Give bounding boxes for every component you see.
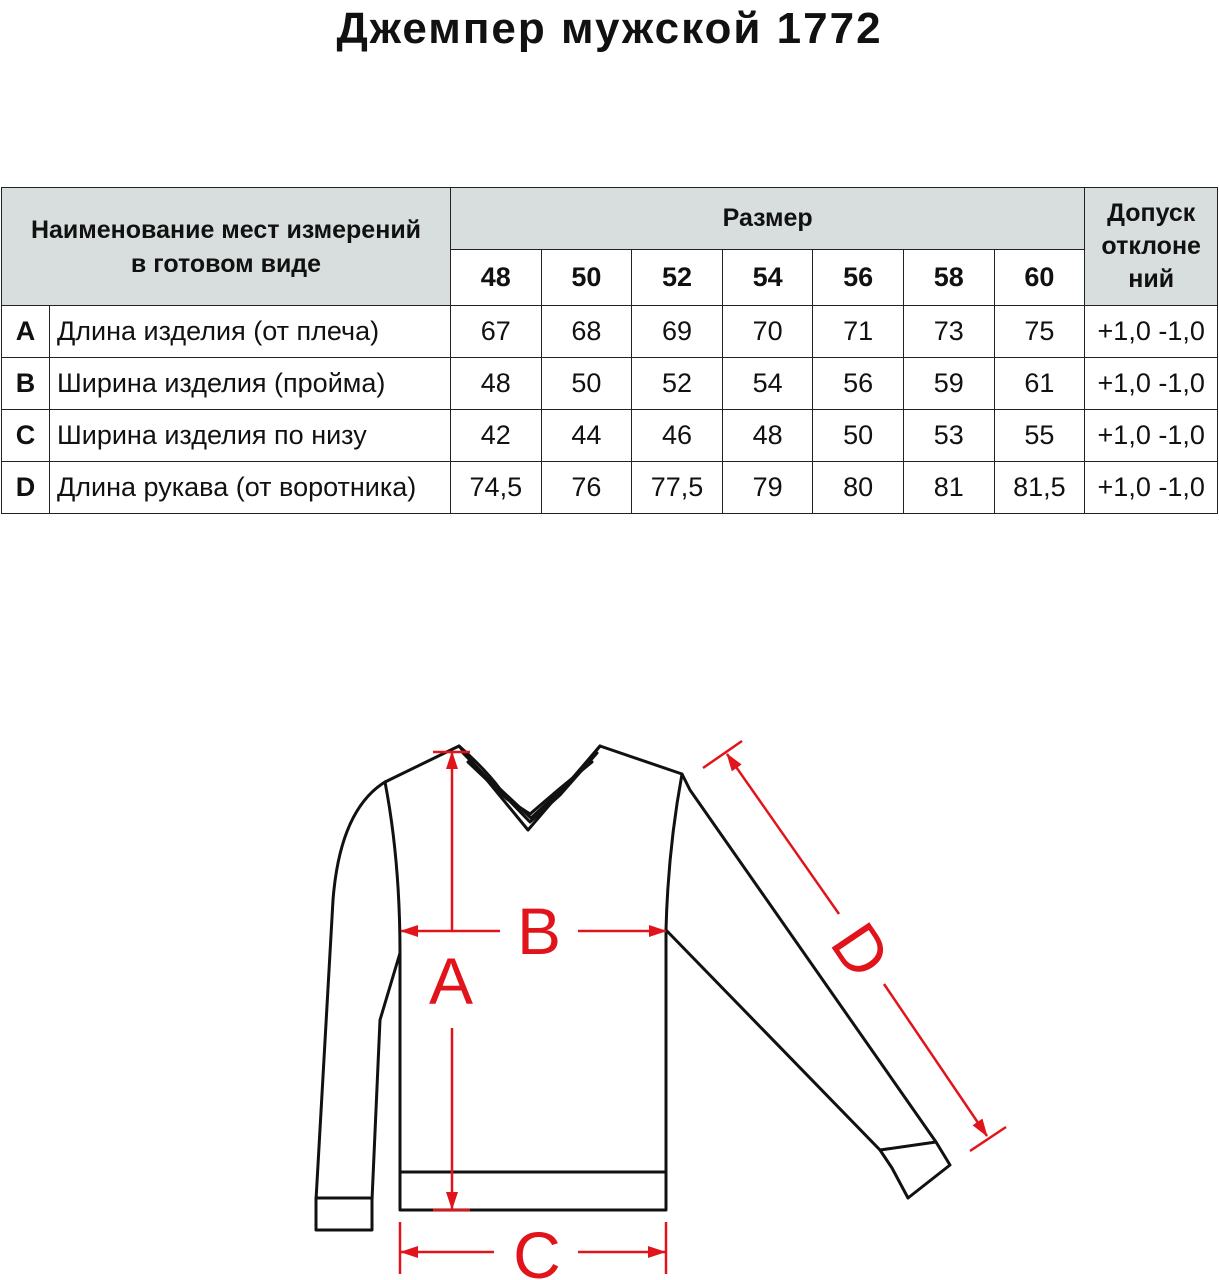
value-cell: 42 [451,410,542,462]
tolerance-cell: +1,0 -1,0 [1085,410,1218,462]
dimension-b-label: B [516,894,562,968]
value-cell: 55 [994,410,1085,462]
value-cell: 69 [632,306,723,358]
value-cell: 73 [903,306,994,358]
left-armhole-line [385,782,400,953]
value-cell: 48 [451,358,542,410]
collar-band-stripe [468,762,592,814]
value-cell: 54 [722,358,813,410]
tolerance-header-line-1: Допуск [1107,199,1196,227]
value-cell: 68 [541,306,632,358]
value-cell: 53 [903,410,994,462]
value-cell: 75 [994,306,1085,358]
tolerance-header-line-2: отклоне [1101,232,1201,260]
value-cell: 70 [722,306,813,358]
value-cell: 77,5 [632,462,723,514]
value-cell: 81 [903,462,994,514]
tolerance-header-line-3: ний [1128,265,1175,293]
right-cuff-line [880,1142,936,1150]
collar-band-outline [459,746,600,818]
value-cell: 44 [541,410,632,462]
row-letter: C [2,410,50,462]
value-cell: 50 [541,358,632,410]
dimension-d-label: D [816,909,906,991]
value-cell: 71 [813,306,904,358]
size-header: Размер [451,188,1085,250]
row-letter: A [2,306,50,358]
size-cell: 48 [451,250,542,306]
value-cell: 46 [632,410,723,462]
size-cell: 56 [813,250,904,306]
dimension-a-label: A [428,944,474,1018]
tolerance-cell: +1,0 -1,0 [1085,358,1218,410]
size-cell: 54 [722,250,813,306]
size-cell: 58 [903,250,994,306]
value-cell: 52 [632,358,723,410]
collar-band-inner [463,753,597,822]
value-cell: 80 [813,462,904,514]
row-letter: D [2,462,50,514]
tolerance-cell: +1,0 -1,0 [1085,306,1218,358]
dimension-d-arrow-lower [884,984,987,1136]
dimension-d-arrow-upper [727,754,839,914]
right-armhole-line [666,774,682,930]
size-cell: 60 [994,250,1085,306]
tolerance-cell: +1,0 -1,0 [1085,462,1218,514]
sweater-body-outline [316,746,950,1230]
value-cell: 79 [722,462,813,514]
row-measurement-name: Длина изделия (от плеча) [50,306,451,358]
row-measurement-name: Ширина изделия по низу [50,410,451,462]
dimension-d-tick-bottom [970,1127,1006,1151]
value-cell: 61 [994,358,1085,410]
value-cell: 76 [541,462,632,514]
value-cell: 48 [722,410,813,462]
value-cell: 67 [451,306,542,358]
measurement-name-header-line-1: Наименование мест измерений [30,215,422,244]
row-measurement-name: Длина рукава (от воротника) [50,462,451,514]
value-cell: 74,5 [451,462,542,514]
size-cell: 50 [541,250,632,306]
value-cell: 56 [813,358,904,410]
row-measurement-name: Ширина изделия (пройма) [50,358,451,410]
value-cell: 59 [903,358,994,410]
sweater-outline [316,746,950,1230]
value-cell: 50 [813,410,904,462]
dimension-c-label: C [513,1218,561,1280]
page-title: Джемпер мужской 1772 [336,4,883,53]
measurement-name-header-line-2: в готовом виде [130,249,322,278]
dimension-d-tick-top [703,741,742,768]
value-cell: 81,5 [994,462,1085,514]
size-cell: 52 [632,250,723,306]
row-letter: B [2,358,50,410]
